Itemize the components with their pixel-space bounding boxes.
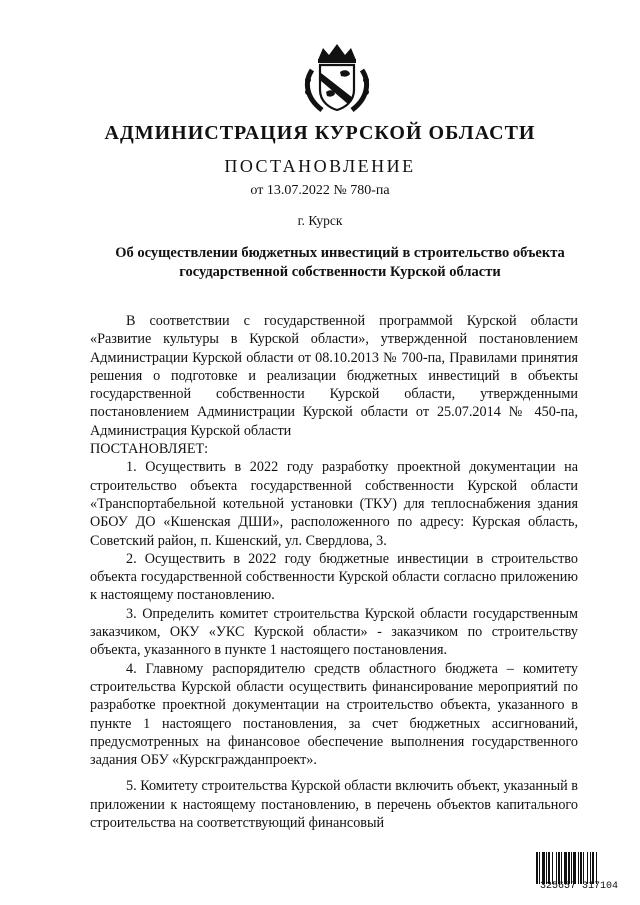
paragraph-item-5: 5. Комитету строительства Курской области включить объект, указанный в приложении к настоящему постановлению, в перечень объектов капитального строительства на соответствующий финансовый [90,778,578,832]
barcode-bar [571,852,572,884]
barcode-bar [558,852,560,884]
barcode-bar [573,852,576,884]
document-city: г. Курск [297,213,343,228]
barcode-bar [542,852,545,884]
barcode-bar [596,852,597,884]
barcode-bar [580,852,582,884]
paragraph-item-3: 3. Определить комитет строительства Курской области государственным заказчиком, ОКУ «УКС Курской области» - заказчиком по строительству объекта, указанного в пункте 1 настоящего постановления. [90,605,578,659]
paragraph-item-2: 2. Осуществить в 2022 году бюджетные инвестиции в строительство объекта государственной собственности Курской области согласно приложению к настоящему постановлению. [90,550,578,604]
barcode-bar [590,852,591,884]
barcode-bar [583,852,584,884]
document-body [90,312,578,832]
document-title [90,244,590,282]
organization-name: АДМИНИСТРАЦИЯ КУРСКОЙ ОБЛАСТИ [104,122,536,144]
barcode-bar [556,852,557,884]
document-type: ПОСТАНОВЛЕНИЕ [224,156,416,176]
barcode-bar [561,852,562,884]
barcode-bar [578,852,579,884]
paragraph-item-1: 1. Осуществить в 2022 году разработку проектной документации на строительство объекта государственной собственности Курской области «Транспортабельной котельной установки (ТКУ) для теплоснабжения здания ОБОУ ДО «Кшенская ДШИ», расположенного по адресу: Курская область, Советский район, п. Кшенский, ул. Свердлова, 3. [90,459,578,549]
barcode-number: 325657 317104 [539,881,618,892]
barcode-icon [536,852,622,884]
paragraph-decree: ПОСТАНОВЛЯЕТ: [90,441,209,458]
barcode-bar [548,852,550,884]
paragraph-item-4: 4. Главному распорядителю средств областного бюджета – комитету строительства Курской области осуществить финансирование мероприятий по разработке проектной документации на строительство объекта, указанного в пункте 1 настоящего постановления, за счет бюджетных ассигнований, предусмотренных на финансовое обеспечение выполнения государственного задания ОБУ «Курскгражданпроект». [90,660,578,769]
document-date-number: от 13.07.2022 № 780-па [250,183,390,198]
barcode-bar [539,852,540,884]
title-line: государственной собственности Курской области [179,264,501,280]
barcode-bar [552,852,553,884]
barcode-bar [546,852,547,884]
barcode-bar [536,852,538,884]
barcode-bar [568,852,570,884]
title-line: Об осуществлении бюджетных инвестиций в строительство объекта [115,245,565,261]
barcode-bar [564,852,567,884]
barcode-bar [587,852,588,884]
paragraph-preamble: В соответствии с государственной программой Курской области «Развитие культуры в Курской области», утвержденной постановлением Администрации Курской области от 08.10.2013 № 700-па, Правилами принятия решения о подготовке и реализации бюджетных инвестиций в объекты государственной собственности Курской области, утвержденными постановлением Администрации Курской области от 25.07.2014 № 450-па, Администрация Курской области [90,313,578,439]
kursk-coat-of-arms-icon [296,40,378,114]
barcode-bar [592,852,594,884]
